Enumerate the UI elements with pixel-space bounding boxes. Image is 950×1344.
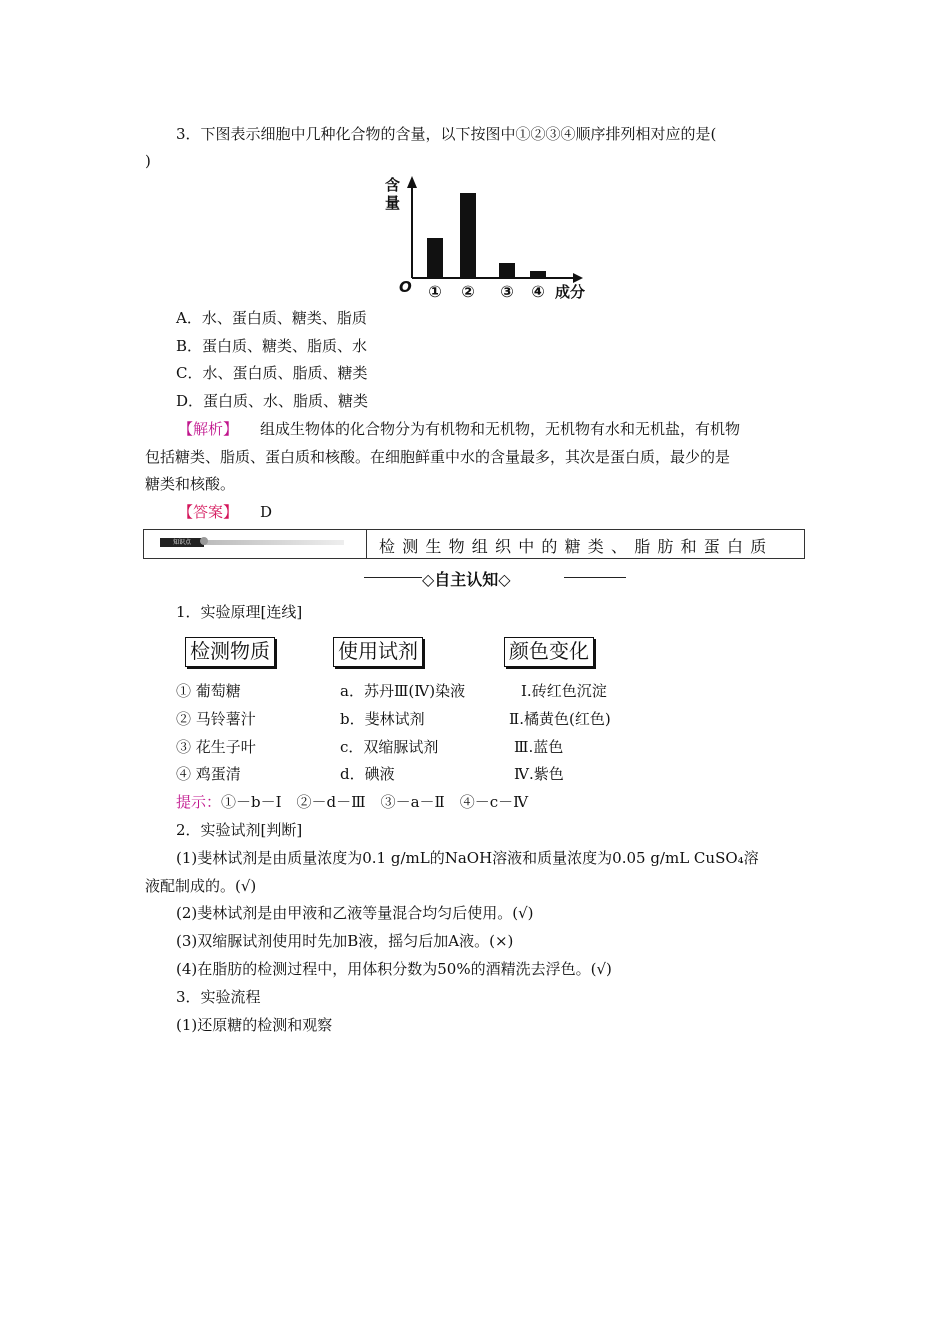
analysis-label: 【解析】 — [178, 420, 239, 438]
x-tick-label-2: ② — [461, 282, 475, 301]
banner-circle-icon — [200, 537, 208, 545]
hint-label: 提示： — [176, 793, 222, 811]
header-box-reagent: 使用试剂 — [333, 637, 423, 667]
answer-row — [178, 502, 272, 522]
row2-substance: ② 马铃薯汁 — [176, 710, 256, 728]
bar-3 — [499, 263, 515, 278]
x-axis-arrow — [573, 273, 583, 283]
question-line-1: 3．下图表示细胞中几种化合物的含量，以下按图中①②③④顺序排列相对应的是( — [176, 125, 717, 143]
row4-reagent: d．碘液 — [340, 765, 395, 783]
row1-reagent: a．苏丹Ⅲ(Ⅳ)染液 — [340, 682, 466, 700]
section-title: ◇自主认知◇ — [422, 570, 511, 589]
statement-1a: (1)斐林试剂是由质量浓度为0.1 g/mL的NaOH溶液和质量浓度为0.05 g/mL CuSO₄溶 — [176, 849, 759, 867]
origin-label: O — [399, 278, 412, 296]
banner-tag: 知识点 — [160, 538, 204, 547]
option-b: B．蛋白质、糖类、脂质、水 — [176, 337, 368, 355]
bar-1 — [427, 238, 443, 278]
statement-4: (4)在脂肪的检测过程中，用体积分数为50%的酒精洗去浮色。(√) — [176, 960, 612, 978]
banner-title: 检测生物组织中的糖类、脂肪和蛋白质 — [379, 537, 774, 556]
hint-row — [176, 792, 528, 812]
option-c: C．水、蛋白质、脂质、糖类 — [176, 364, 368, 382]
hint-text: ①－b－Ⅰ ②－d－Ⅲ ③－a－Ⅱ ④－c－Ⅳ — [221, 793, 529, 811]
bar-2 — [460, 193, 476, 278]
bar-chart — [385, 174, 600, 304]
header-box-color: 颜色变化 — [504, 637, 594, 667]
bar-4 — [530, 271, 546, 278]
answer-value: D — [260, 503, 273, 521]
y-axis-label-char-2: 量 — [385, 194, 401, 212]
item2-title: 2．实验试剂[判断] — [176, 821, 303, 839]
row4-color: Ⅳ.紫色 — [514, 765, 564, 783]
analysis-paragraph — [178, 419, 740, 439]
knowledge-point-banner — [143, 529, 805, 559]
y-axis-label-char-1: 含 — [385, 176, 401, 194]
statement-1b: 液配制成的。(√) — [145, 877, 257, 895]
row1-substance: ① 葡萄糖 — [176, 682, 241, 700]
option-d: D．蛋白质、水、脂质、糖类 — [176, 392, 369, 410]
row2-color: Ⅱ.橘黄色(红色) — [509, 710, 611, 728]
y-axis-arrow — [407, 176, 417, 188]
banner-decor-bar — [204, 540, 344, 545]
item1-title: 1．实验原理[连线] — [176, 603, 303, 621]
item3-title: 3．实验流程 — [176, 988, 261, 1006]
option-a: A．水、蛋白质、糖类、脂质 — [176, 309, 367, 327]
question-line-2: ) — [145, 152, 151, 170]
analysis-text-3: 糖类和核酸。 — [145, 475, 236, 493]
item3-sub1: (1)还原糖的检测和观察 — [176, 1016, 333, 1034]
row3-substance: ③ 花生子叶 — [176, 738, 256, 756]
section-rule-left — [364, 577, 422, 578]
row2-reagent: b．斐林试剂 — [340, 710, 425, 728]
analysis-text-1: 组成生物体的化合物分为有机物和无机物，无机物有水和无机盐，有机物 — [260, 420, 741, 438]
banner-label-box — [144, 530, 367, 558]
row4-substance: ④ 鸡蛋清 — [176, 765, 241, 783]
row1-color: Ⅰ.砖红色沉淀 — [521, 682, 607, 700]
x-axis-label: 成分 — [555, 283, 586, 301]
section-rule-right — [564, 577, 626, 578]
answer-label: 【答案】 — [178, 503, 239, 521]
row3-color: Ⅲ.蓝色 — [514, 738, 564, 756]
row3-reagent: c．双缩脲试剂 — [340, 738, 439, 756]
x-tick-label-4: ④ — [531, 282, 545, 301]
section-heading — [364, 567, 626, 589]
x-tick-label-3: ③ — [500, 282, 514, 301]
analysis-text-2: 包括糖类、脂质、蛋白质和核酸。在细胞鲜重中水的含量最多，其次是蛋白质，最少的是 — [145, 448, 731, 466]
statement-2: (2)斐林试剂是由甲液和乙液等量混合均匀后使用。(√) — [176, 904, 534, 922]
statement-3: (3)双缩脲试剂使用时先加B液，摇匀后加A液。(×) — [176, 932, 514, 950]
x-tick-label-1: ① — [428, 282, 442, 301]
header-box-substance: 检测物质 — [185, 637, 275, 667]
